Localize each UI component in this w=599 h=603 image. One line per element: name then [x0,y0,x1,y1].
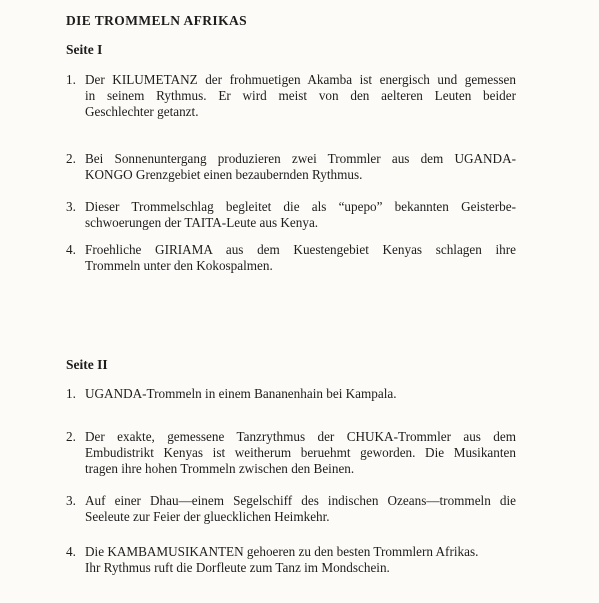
description-line: Dieser Trommelschlag begleitet die als “upepo” bekannten Geisterbe- [85,199,516,214]
side-one-heading: Seite I [66,42,103,57]
side-one-track-3 [66,199,516,231]
track-description [85,242,516,274]
side-one-track-4 [66,242,516,274]
track-description [85,386,516,402]
track-number: 4. [66,242,76,257]
track-description [85,151,516,183]
description-line: Der exakte, gemessene Tanzrythmus der CHUKA-Trommler aus dem [85,429,516,444]
description-line: Trommeln unter den Kokospalmen. [85,258,273,273]
description-line: Der KILUMETANZ der frohmuetigen Akamba ist energisch und gemessen [85,72,516,87]
description-line: schwoerungen der TAITA-Leute aus Kenya. [85,215,319,230]
track-description [85,429,516,477]
side-two-track-1 [66,386,516,402]
page-title: DIE TROMMELN AFRIKAS [66,13,248,28]
track-number: 1. [66,72,76,87]
description-line: Seeleute zur Feier der gluecklichen Heimkehr. [85,509,330,524]
side-two-track-2 [66,429,516,477]
description-line: Geschlechter getanzt. [85,104,199,119]
side-two-track-3 [66,493,516,525]
side-two-heading: Seite II [66,357,108,372]
track-number: 4. [66,544,76,559]
track-number: 2. [66,429,76,444]
track-number: 1. [66,386,76,401]
track-description [85,199,516,231]
description-line: Die KAMBAMUSIKANTEN gehoeren zu den besten Trommlern Afrikas. [85,544,479,559]
side-one-track-1 [66,72,516,120]
description-line: Auf einer Dhau—einem Segelschiff des indischen Ozeans—trommeln die [85,493,516,508]
side-one-track-2 [66,151,516,183]
track-description [85,493,516,525]
track-number: 3. [66,493,76,508]
track-description [85,72,516,120]
track-description [85,544,516,576]
side-two-track-4 [66,544,516,576]
description-line: in seinem Rythmus. Er wird meist von den aelteren Leuten beider [85,88,516,103]
description-line: tragen ihre hohen Trommeln zwischen den Beinen. [85,461,355,476]
description-line: Embudistrikt Kenyas ist weitherum beruehmt geworden. Die Musikanten [85,445,516,460]
description-line: Froehliche GIRIAMA aus dem Kuestengebiet Kenyas schlagen ihre [85,242,516,257]
track-number: 2. [66,151,76,166]
description-line: Bei Sonnenuntergang produzieren zwei Trommler aus dem UGANDA- [85,151,516,166]
description-line: Ihr Rythmus ruft die Dorfleute zum Tanz im Mondschein. [85,560,390,575]
description-line: UGANDA-Trommeln in einem Bananenhain bei Kampala. [85,386,397,401]
track-number: 3. [66,199,76,214]
description-line: KONGO Grenzgebiet einen bezaubernden Rythmus. [85,167,363,182]
